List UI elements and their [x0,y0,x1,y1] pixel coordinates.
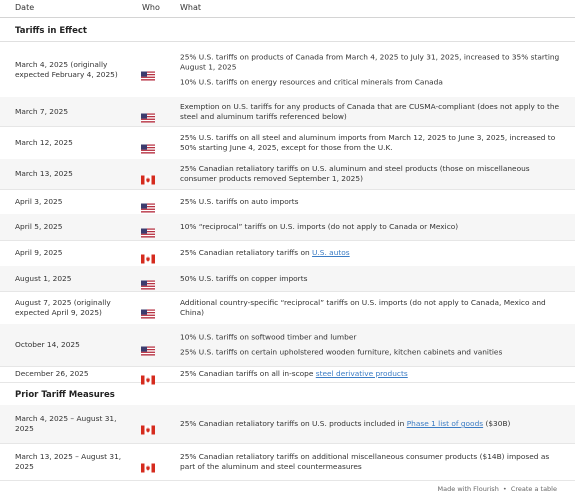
canada-flag-icon [141,370,155,379]
description-line [180,369,565,379]
table-row [0,126,575,160]
table-row [0,366,575,383]
row-date: March 13, 2025 [15,169,73,178]
us-flag-icon [141,223,155,232]
canada-flag-icon [141,249,155,258]
row-description [180,248,565,258]
us-flag-icon [141,274,155,283]
table-row [0,159,575,190]
row-date: March 13, 2025 – August 31, 2025 [15,451,122,471]
us-flag-icon [141,341,155,350]
row-date: August 7, 2025 (originally expected April 9, 2025) [15,297,111,317]
description-text: 25% Canadian retaliatory tariffs on U.S. products included in [180,419,407,428]
row-date: April 9, 2025 [15,248,63,257]
row-date: April 5, 2025 [15,222,63,231]
row-description [180,298,565,318]
row-description [180,197,565,207]
description-link[interactable]: U.S. autos [312,248,350,257]
canada-flag-icon [141,170,155,179]
description-line: Exemption on U.S. tariffs for any products of Canada that are CUSMA-compliant (does not apply to the steel and aluminum tariffs referenced below) [180,101,560,121]
table-row [0,240,575,267]
table-row [0,443,575,481]
footer [438,485,557,493]
row-description [180,369,565,379]
row-description [180,164,565,184]
description-line: Additional country-specific “reciprocal” tariffs on U.S. imports (do not apply to Canada, Mexico and China) [180,297,546,317]
description-line: 25% U.S. tariffs on auto imports [180,196,299,206]
description-line: 50% U.S. tariffs on copper imports [180,273,308,283]
section-tariffs-in-effect [0,18,575,42]
row-date: March 4, 2025 – August 31, 2025 [15,414,117,433]
description-link[interactable]: Phase 1 list of goods [406,419,484,428]
description-line: 25% Canadian retaliatory tariffs on additional miscellaneous consumer products ($14B) imposed as part of the aluminum and steel countermeasures [180,451,550,471]
row-date: March 4, 2025 (originally expected February 4, 2025) [15,59,118,79]
row-date: March 12, 2025 [15,137,73,147]
table-row [0,42,575,98]
section-title: Tariffs in Effect [15,26,87,36]
row-description [180,133,565,153]
table-row [0,324,575,367]
header-who: Who [142,3,160,12]
table-row [0,266,575,292]
create-table-link[interactable]: Create a table [510,485,557,493]
row-date: August 1, 2025 [15,273,72,283]
row-description [180,333,565,358]
header-date: Date [15,3,35,12]
table-header [0,0,575,18]
us-flag-icon [141,197,155,206]
us-flag-icon [141,107,155,116]
table-row [0,97,575,127]
canada-flag-icon [141,457,155,466]
description-line: 25% U.S. tariffs on all steel and aluminum imports from March 12, 2025 to June 3, 2025, increased to 50% starting June 4, 2025, except for those from the U.K. [180,132,556,152]
description-line: 10% “reciprocal” tariffs on U.S. imports (do not apply to Canada or Mexico) [180,222,459,231]
header-what: What [180,3,202,12]
footer-separator: • [502,485,507,493]
row-description [180,419,565,429]
description-line [180,419,565,429]
row-date: October 14, 2025 [15,340,80,349]
section-prior-tariff-measures [0,382,575,406]
row-date: April 3, 2025 [15,196,63,206]
section-title: Prior Tariff Measures [15,390,115,400]
us-flag-icon [141,303,155,312]
description-link[interactable]: steel derivative products [315,369,408,378]
description-line: 10% U.S. tariffs on energy resources and critical minerals from Canada [180,77,443,86]
table-row [0,405,575,444]
description-text: ($30B) [483,419,511,428]
description-line: 25% Canadian retaliatory tariffs on U.S. aluminum and steel products (those on miscellaneous consumer products removed September 1, 2025) [180,164,530,183]
row-description [180,452,565,472]
description-line: 25% U.S. tariffs on products of Canada from March 4, 2025 to July 31, 2025, increased to 35% starting August 1, 2025 [180,52,560,71]
canada-flag-icon [141,420,155,429]
us-flag-icon [141,65,155,74]
description-line [180,248,565,258]
row-description [180,274,565,284]
row-description [180,52,565,87]
description-text: 25% Canadian retaliatory tariffs on [180,248,313,257]
us-flag-icon [141,138,155,147]
row-date: March 7, 2025 [15,106,69,116]
table-row [0,214,575,241]
row-description [180,102,565,122]
table-row [0,189,575,215]
table-row [0,291,575,325]
description-line: 25% U.S. tariffs on certain upholstered wooden furniture, kitchen cabinets and vanities [180,347,503,357]
description-line: 10% U.S. tariffs on softwood timber and lumber [180,332,357,342]
description-text: 25% Canadian tariffs on all in-scope [180,369,316,378]
row-description [180,222,565,232]
row-date: December 26, 2025 [15,369,89,378]
made-with-flourish-link[interactable]: Made with Flourish [437,485,499,493]
